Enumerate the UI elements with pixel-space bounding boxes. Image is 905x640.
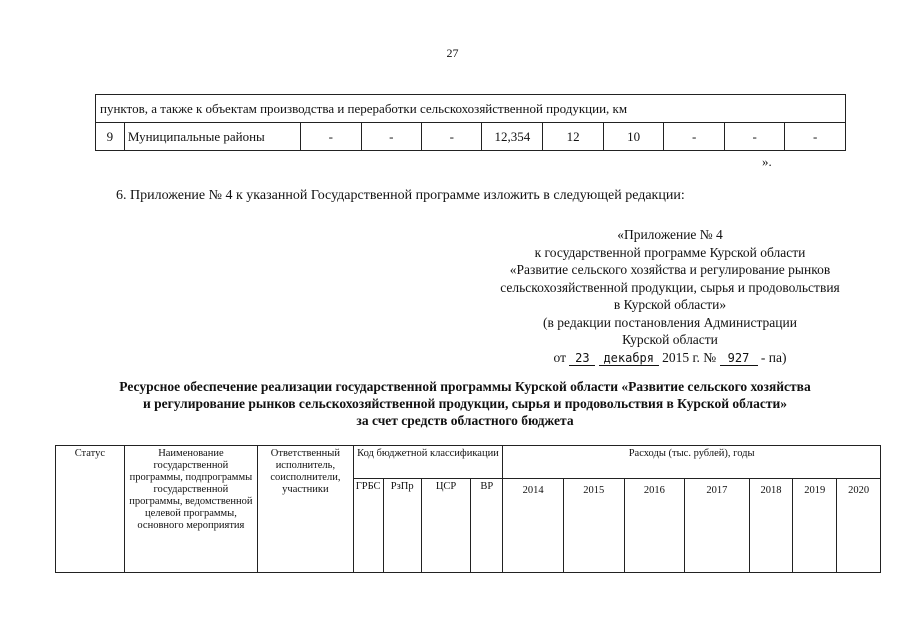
header-code-rzpr: РзПр <box>383 479 421 573</box>
resource-title-line: и регулирование рынков сельскохозяйственной продукции, сырья и продовольствия в Курской области» <box>142 396 788 411</box>
continuation-table <box>95 94 846 151</box>
table-cell: - <box>724 123 784 151</box>
appendix-date-line <box>470 349 870 367</box>
table-cell: Муниципальные районы <box>124 123 300 151</box>
table-cell: 9 <box>96 123 125 151</box>
resource-title-line: за счет средств областного бюджета <box>356 413 574 428</box>
date-prefix: от <box>553 349 566 365</box>
table-row <box>96 95 846 123</box>
table-row <box>96 123 846 151</box>
document-number: 927 <box>720 351 758 366</box>
date-year: 2015 г. № <box>662 349 717 365</box>
header-name: Наименование государственной программы, подпрограммы государственной программы, ведомственной целевой программы, основного мероприятия <box>124 446 257 573</box>
table-cell: 12 <box>543 123 604 151</box>
header-expenses: Расходы (тыс. рублей), годы <box>503 446 881 479</box>
table-cell: - <box>422 123 482 151</box>
page-number: 27 <box>446 46 459 60</box>
table-span-cell: пунктов, а также к объектам производства и переработки сельскохозяйственной продукции, км <box>96 95 846 123</box>
appendix-line: (в редакции постановления Администрации <box>543 314 797 330</box>
header-year: 2015 <box>563 479 624 573</box>
header-code-grbs: ГРБС <box>353 479 383 573</box>
header-year: 2014 <box>503 479 564 573</box>
header-status: Статус <box>56 446 125 573</box>
header-responsible: Ответственный исполнитель, соисполнители, участники <box>258 446 354 573</box>
appendix-line: сельскохозяйственной продукции, сырья и продовольствия <box>500 279 840 295</box>
appendix-line: к государственной программе Курской области <box>534 244 806 260</box>
header-code-csr: ЦСР <box>421 479 470 573</box>
date-month: декабря <box>599 351 659 366</box>
header-code-vr: ВР <box>471 479 503 573</box>
table-cell: - <box>301 123 361 151</box>
resource-header-table <box>55 445 881 573</box>
header-row <box>56 446 881 479</box>
header-year: 2018 <box>749 479 793 573</box>
appendix-line: в Курской области» <box>613 297 727 312</box>
appendix-line: «Развитие сельского хозяйства и регулирование рынков <box>509 262 831 277</box>
header-year: 2020 <box>837 479 881 573</box>
table-cell: 12,354 <box>482 123 543 151</box>
table-cell: 10 <box>603 123 664 151</box>
table-cell: - <box>785 123 846 151</box>
date-day: 23 <box>569 351 595 366</box>
appendix-line: «Приложение № 4 <box>617 227 723 242</box>
table-cell: - <box>361 123 421 151</box>
header-year: 2019 <box>793 479 837 573</box>
resource-title-line: Ресурсное обеспечение реализации государственной программы Курской области «Развитие сельского хозяйства <box>119 379 811 394</box>
header-year: 2016 <box>624 479 685 573</box>
appendix-line: Курской области <box>622 332 718 347</box>
header-year: 2017 <box>685 479 749 573</box>
header-budget-code: Код бюджетной классификации <box>353 446 503 479</box>
table-cell: - <box>664 123 724 151</box>
amendment-paragraph: 6. Приложение № 4 к указанной Государственной программе изложить в следующей редакции: <box>116 188 685 203</box>
resource-title <box>40 378 890 429</box>
number-suffix: - па) <box>760 349 787 365</box>
closing-quote: ». <box>762 154 772 169</box>
appendix-heading <box>470 226 870 366</box>
